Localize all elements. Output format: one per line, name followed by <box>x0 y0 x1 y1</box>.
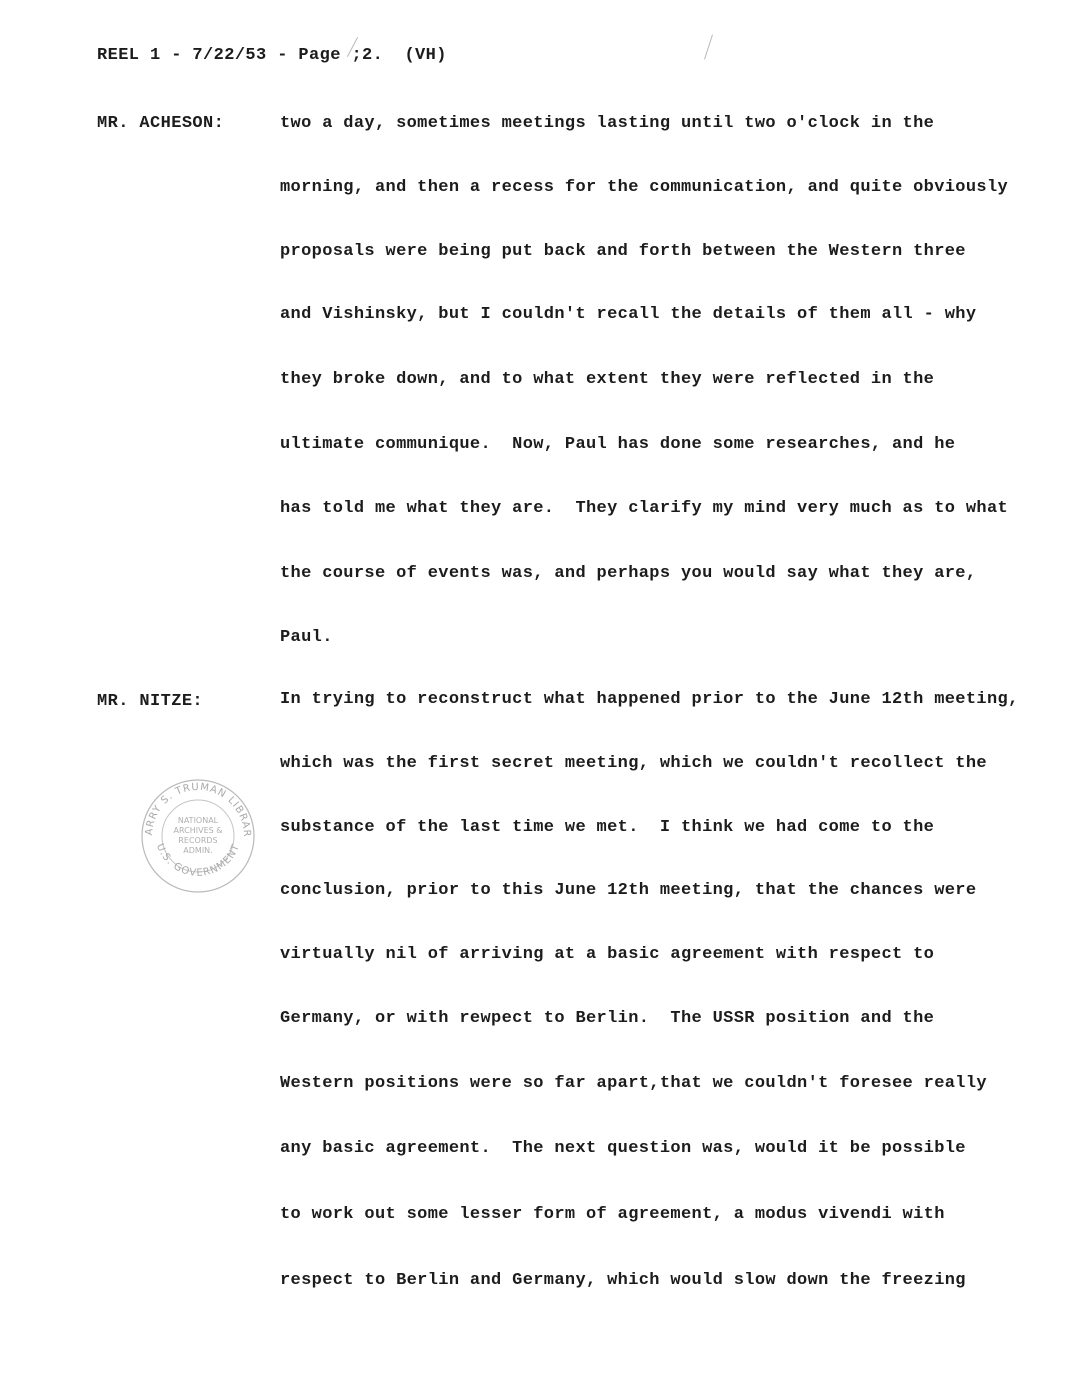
text-line: Germany, or with rewpect to Berlin. The USSR position and the <box>280 1009 935 1028</box>
svg-text:RECORDS: RECORDS <box>178 836 218 845</box>
text-line: proposals were being put back and forth between the Western three <box>280 242 966 261</box>
text-line: any basic agreement. The next question was, would it be possible <box>280 1139 966 1158</box>
text-line: virtually nil of arriving at a basic agreement with respect to <box>280 945 935 964</box>
text-line: substance of the last time we met. I think we had come to the <box>280 818 935 837</box>
text-line: morning, and then a recess for the communication, and quite obviously <box>280 178 1009 197</box>
text-line: has told me what they are. They clarify my mind very much as to what <box>280 499 1009 518</box>
text-line: conclusion, prior to this June 12th meeting, that the chances were <box>280 881 977 900</box>
stamp-seal-icon <box>138 776 258 896</box>
library-stamp <box>138 776 258 896</box>
svg-text:NATIONAL: NATIONAL <box>177 816 219 825</box>
text-line: Paul. <box>280 628 333 647</box>
text-line: Western positions were so far apart,that we couldn't foresee really <box>280 1074 987 1093</box>
svg-text:U.S. GOVERNMENT: U.S. GOVERNMENT <box>153 842 243 879</box>
text-line: ultimate communique. Now, Paul has done some researches, and he <box>280 435 956 454</box>
text-line: and Vishinsky, but I couldn't recall the details of them all - why <box>280 305 977 324</box>
page-header: REEL 1 - 7/22/53 - Page ;2. (VH) <box>97 46 447 65</box>
text-line: which was the first secret meeting, which we couldn't recollect the <box>280 754 987 773</box>
text-line: they broke down, and to what extent they were reflected in the <box>280 370 935 389</box>
svg-text:HARRY S. TRUMAN LIBRARY: ARRY S. TRUMAN LIBRAR <box>143 781 253 838</box>
speaker-acheson: MR. ACHESON: <box>97 114 225 133</box>
text-line: In trying to reconstruct what happened prior to the June 12th meeting, <box>280 690 1019 709</box>
speaker-nitze: MR. NITZE: <box>97 692 204 711</box>
text-line: the course of events was, and perhaps you would say what they are, <box>280 564 977 583</box>
text-line: two a day, sometimes meetings lasting until two o'clock in the <box>280 114 935 133</box>
svg-text:ADMIN.: ADMIN. <box>183 846 213 855</box>
svg-text:ARCHIVES &: ARCHIVES & <box>173 826 223 835</box>
pencil-mark <box>704 34 713 59</box>
text-line: to work out some lesser form of agreement, a modus vivendi with <box>280 1205 945 1224</box>
text-line: respect to Berlin and Germany, which would slow down the freezing <box>280 1271 966 1290</box>
